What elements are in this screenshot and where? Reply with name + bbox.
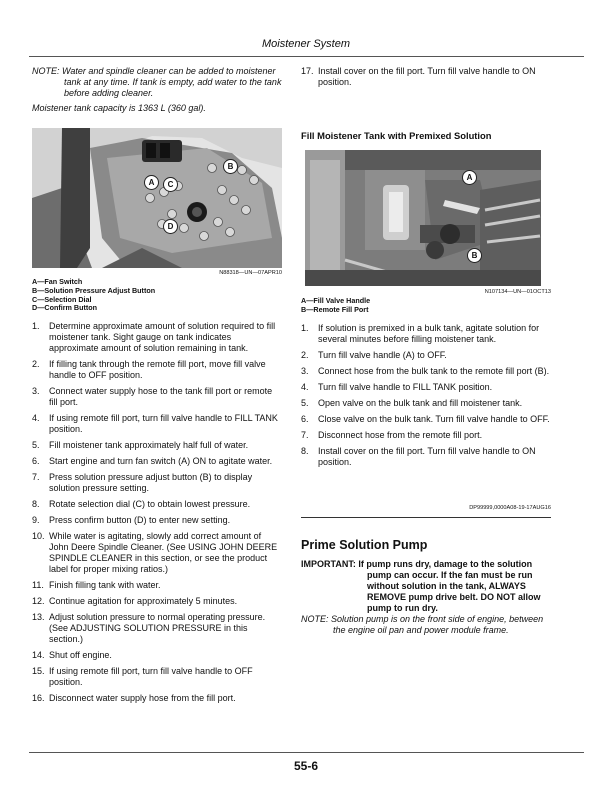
- list-item: 8. Rotate selection dial (C) to obtain lowest pressure.: [32, 499, 251, 509]
- step-17: [301, 66, 551, 93]
- list-item: 16. Disconnect water supply hose from the fill port.: [32, 693, 236, 703]
- control-panel-figure: [32, 128, 282, 268]
- callout-b: B: [223, 159, 238, 174]
- list-item: 12. Continue agitation for approximately 5 minutes.: [32, 596, 238, 606]
- figure-legend: [32, 278, 282, 313]
- callout-d: D: [163, 219, 178, 234]
- important-warning: IMPORTANT: If pump runs dry, damage to the solution pump can occur. If the fan must be run without solution in the tank, ALWAYS REMOVE pump drive belt. DO NOT allow pump to run dry.: [301, 559, 541, 613]
- callout-a: A: [144, 175, 159, 190]
- legend-item: A—Fan Switch: [32, 277, 83, 286]
- callout-c: C: [163, 177, 178, 192]
- premix-heading: Fill Moistener Tank with Premixed Solution: [301, 130, 492, 141]
- prime-heading: Prime Solution Pump: [301, 538, 428, 552]
- section-rule: [301, 517, 551, 518]
- list-item: 5. Fill moistener tank approximately half full of water.: [32, 440, 249, 450]
- note-text: NOTE: Water and spindle cleaner can be added to moistener tank at any time. If tank is empty, add water to the tank before adding cleaner.: [32, 66, 282, 98]
- step-list: [32, 321, 282, 704]
- list-item: 11. Finish filling tank with water.: [32, 580, 161, 590]
- list-item: 6. Close valve on the bulk tank. Turn fill valve handle to OFF.: [301, 414, 550, 424]
- figure-legend: [301, 297, 551, 315]
- list-item: 1. If solution is premixed in a bulk tank, agitate solution for several minutes before filling moistener tank.: [301, 323, 540, 344]
- list-item: 6. Start engine and turn fan switch (A) ON to agitate water.: [32, 456, 273, 466]
- list-item: 5. Open valve on the bulk tank and fill moistener tank.: [301, 398, 523, 408]
- capacity-text: Moistener tank capacity is 1363 L (360 gal).: [32, 103, 206, 113]
- callout-a: A: [462, 170, 477, 185]
- legend-item: A—Fill Valve Handle: [301, 296, 371, 305]
- list-item: 3. Connect hose from the bulk tank to the remote fill port (B).: [301, 366, 550, 376]
- list-item: 9. Press confirm button (D) to enter new setting.: [32, 515, 231, 525]
- step-list: [301, 323, 551, 468]
- list-item: 7. Press solution pressure adjust button (B) to display solution pressure setting.: [32, 472, 253, 493]
- fill-procedure: [32, 321, 282, 709]
- callout-b: B: [467, 248, 482, 263]
- premix-procedure: [301, 323, 551, 473]
- control-panel-image: [32, 128, 282, 268]
- legend-item: D—Confirm Button: [32, 303, 98, 313]
- list-item: 2. Turn fill valve handle (A) to OFF.: [301, 350, 447, 360]
- list-item: 3. Connect water supply hose to the tank fill port or remote fill port.: [32, 386, 273, 407]
- list-item: 4. If using remote fill port, turn fill valve handle to FILL TANK position.: [32, 413, 278, 434]
- list-item: 10. While water is agitating, slowly add correct amount of John Deere Spindle Cleaner. (See USING JOHN DEERE SPINDLE CLEANER in this section, or see the product label for proper mixing ratios.): [32, 531, 278, 574]
- legend-item: C—Selection Dial: [32, 294, 92, 304]
- list-item: 4. Turn fill valve handle to FILL TANK position.: [301, 382, 493, 392]
- doc-code: DP99999,0000A08-19-17AUG16: [469, 505, 551, 511]
- figure-credit: N88318—UN—07APR10: [219, 270, 282, 276]
- list-item: 13. Adjust solution pressure to normal operating pressure. (See ADJUSTING SOLUTION PRESSURE in this section.): [32, 612, 266, 644]
- header-rule: [29, 56, 584, 57]
- pump-location-note: NOTE: Solution pump is on the front side of engine, between the engine oil pan and power module frame.: [301, 614, 544, 635]
- fill-port-image: [305, 150, 541, 286]
- list-item: 7. Disconnect hose from the remote fill port.: [301, 430, 483, 440]
- list-item: 2. If filling tank through the remote fill port, move fill valve handle to OFF position.: [32, 359, 266, 380]
- list-item: 17. Install cover on the fill port. Turn fill valve handle to ON position.: [301, 66, 536, 87]
- legend-item: B—Solution Pressure Adjust Button: [32, 285, 156, 295]
- list-item: 14. Shut off engine.: [32, 650, 112, 660]
- fill-port-figure: [305, 150, 541, 286]
- list-item: 1. Determine approximate amount of solution required to fill moistener tank. Sight gauge on tank indicates approximate amount of solution remaining in tank.: [32, 321, 276, 353]
- capacity-note: [32, 66, 282, 114]
- list-item: 15. If using remote fill port, turn fill valve handle to OFF position.: [32, 666, 253, 687]
- list-item: 8. Install cover on the fill port. Turn fill valve handle to ON position.: [301, 446, 536, 467]
- page-header: Moistener System: [261, 38, 351, 50]
- footer-rule: [29, 752, 584, 753]
- legend-item: B—Remote Fill Port: [301, 304, 369, 314]
- figure-credit: N107134—UN—01OCT13: [484, 289, 551, 295]
- page-number: 55-6: [293, 759, 319, 773]
